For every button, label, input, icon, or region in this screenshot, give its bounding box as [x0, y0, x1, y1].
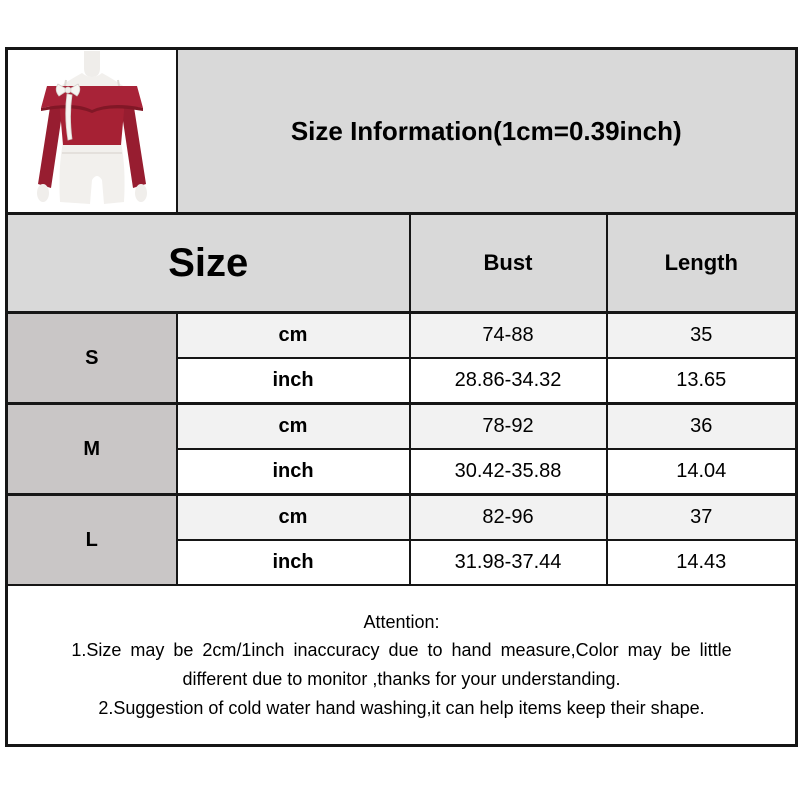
product-photo-illustration	[9, 50, 175, 207]
size-label-m: M	[7, 404, 177, 495]
table-header-row	[7, 214, 797, 313]
attention-note	[7, 585, 797, 746]
unit-label: inch	[177, 358, 410, 404]
attention-row	[7, 585, 797, 746]
product-photo	[7, 49, 177, 214]
unit-label: cm	[177, 495, 410, 541]
bust-value: 28.86-34.32	[410, 358, 607, 404]
length-value: 14.04	[607, 449, 797, 495]
size-chart-sheet	[5, 47, 796, 747]
bust-value: 31.98-37.44	[410, 540, 607, 585]
size-chart-table	[5, 47, 798, 747]
length-value: 14.43	[607, 540, 797, 585]
size-label-l: L	[7, 495, 177, 586]
attention-line: different due to monitor ,thanks for your understanding.	[182, 668, 621, 689]
attention-line: 2.Suggestion of cold water hand washing,it can help items keep their shape.	[98, 697, 705, 718]
unit-label: cm	[177, 313, 410, 359]
attention-line: 1.Size may be 2cm/1inch inaccuracy due to hand measure,Color may be little	[71, 639, 732, 660]
table-row	[7, 313, 797, 359]
unit-label: inch	[177, 449, 410, 495]
column-header-bust: Bust	[410, 214, 607, 313]
size-label-s: S	[7, 313, 177, 404]
bust-value: 30.42-35.88	[410, 449, 607, 495]
bust-value: 78-92	[410, 404, 607, 450]
unit-label: cm	[177, 404, 410, 450]
title-row	[7, 49, 797, 214]
table-row	[7, 404, 797, 450]
length-value: 13.65	[607, 358, 797, 404]
column-header-length: Length	[607, 214, 797, 313]
page-title: Size Information(1cm=0.39inch)	[177, 49, 797, 214]
length-value: 36	[607, 404, 797, 450]
attention-heading: Attention:	[363, 611, 440, 632]
column-header-size: Size	[7, 214, 410, 313]
bust-value: 74-88	[410, 313, 607, 359]
bust-value: 82-96	[410, 495, 607, 541]
length-value: 37	[607, 495, 797, 541]
unit-label: inch	[177, 540, 410, 585]
length-value: 35	[607, 313, 797, 359]
table-row	[7, 495, 797, 541]
